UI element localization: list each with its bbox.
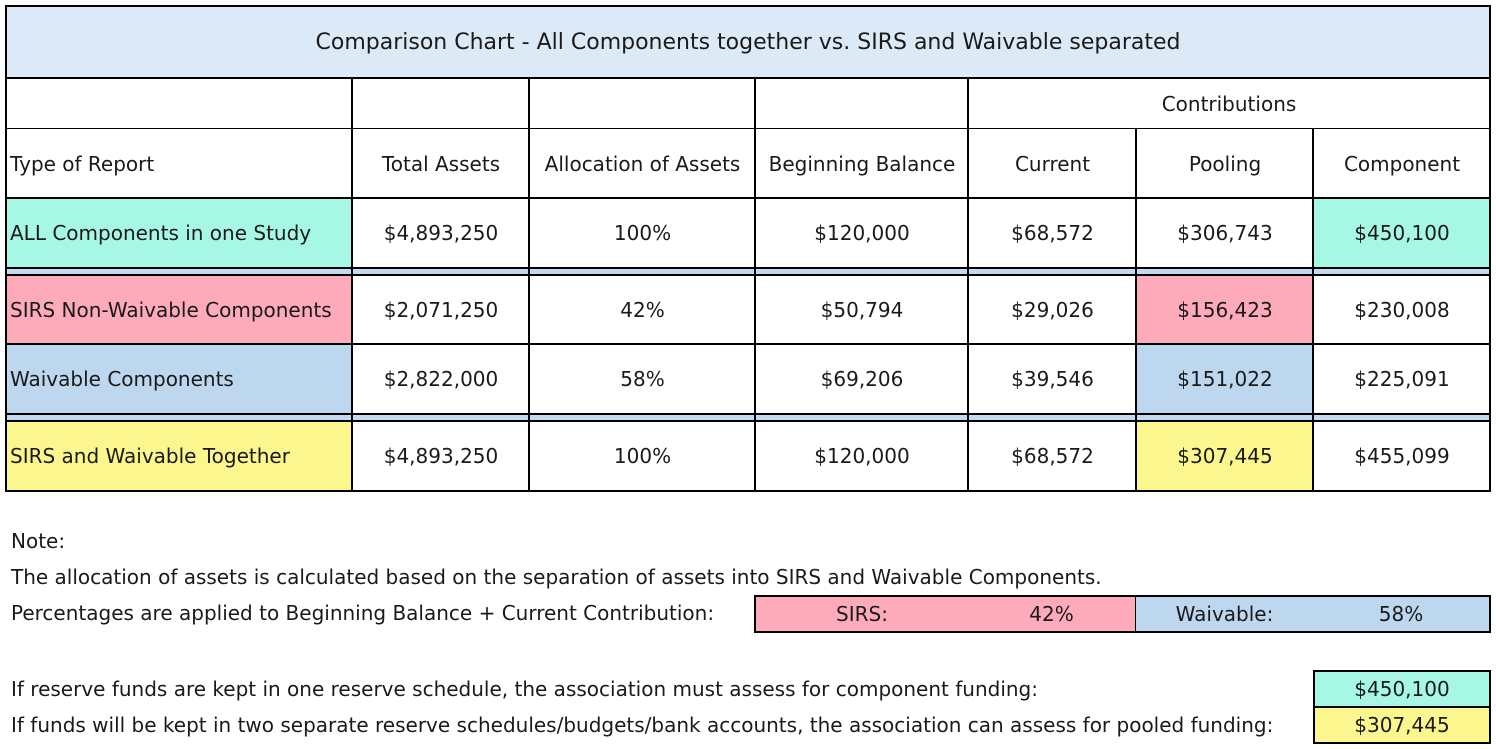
grid-line (1312, 128, 1314, 492)
row-all-type: ALL Components in one Study (6, 199, 352, 267)
row-together-total: $4,893,250 (383, 444, 499, 468)
grid-line (754, 77, 756, 492)
sirs-pct-box: 42% (968, 595, 1137, 633)
row-sirs-alloc: 42% (620, 298, 665, 322)
row-sirs-type: SIRS Non-Waivable Components (6, 276, 352, 344)
note-percentages-text: Percentages are applied to Beginning Balance + Current Contribution: (11, 601, 715, 625)
grid-line (5, 420, 1491, 422)
row-sirs-begin: $50,794 (820, 298, 904, 322)
grid-line (5, 197, 1491, 199)
waivable-pct-box: 58% (1313, 595, 1491, 633)
grid-line (5, 267, 1491, 269)
grid-line (351, 77, 353, 492)
header-allocation-of-assets: Allocation of Assets (544, 152, 741, 176)
row-waivable-begin: $69,206 (820, 367, 904, 391)
grid-line (967, 77, 969, 492)
grid-line (967, 128, 1491, 129)
row-all-alloc: 100% (613, 221, 672, 245)
note-allocation-text: The allocation of assets is calculated based on the separation of assets into SIRS and Waivable Components. (11, 565, 1102, 589)
row-waivable-pooling: $151,022 (1137, 345, 1313, 413)
header-pooling: Pooling (1188, 152, 1262, 176)
row-all-total: $4,893,250 (383, 221, 499, 245)
row-sirs-total: $2,071,250 (383, 298, 499, 322)
row-waivable-total: $2,822,000 (383, 367, 499, 391)
row-waivable-component: $225,091 (1354, 367, 1450, 391)
grid-line (528, 77, 530, 492)
header-current: Current (1014, 152, 1091, 176)
waivable-label-box: Waivable: (1136, 595, 1314, 633)
row-waivable-type: Waivable Components (6, 345, 352, 413)
chart-title: Comparison Chart - All Components together vs. SIRS and Waivable separated (6, 6, 1490, 78)
grid-line (5, 413, 1491, 415)
row-sirs-pooling: $156,423 (1137, 276, 1313, 344)
row-waivable-current: $39,546 (1011, 367, 1094, 391)
row-together-begin: $120,000 (814, 444, 910, 468)
header-total-assets: Total Assets (381, 152, 501, 176)
grid-line (5, 128, 967, 129)
row-sirs-current: $29,026 (1011, 298, 1094, 322)
row-together-pooling: $307,445 (1137, 422, 1313, 490)
grid-line (5, 274, 1491, 276)
pooled-funding-value-box: $307,445 (1313, 706, 1491, 744)
header-beginning-balance: Beginning Balance (768, 152, 956, 176)
note-component-funding-text: If reserve funds are kept in one reserve schedule, the association must assess for component funding: (11, 677, 1038, 701)
row-all-begin: $120,000 (814, 221, 910, 245)
row-together-current: $68,572 (1011, 444, 1094, 468)
row-together-component: $455,099 (1354, 444, 1450, 468)
row-sirs-component: $230,008 (1354, 298, 1450, 322)
note-label: Note: (11, 529, 66, 553)
component-funding-value-box: $450,100 (1313, 670, 1491, 707)
row-waivable-alloc: 58% (620, 367, 665, 391)
row-all-current: $68,572 (1011, 221, 1094, 245)
header-component: Component (1343, 152, 1461, 176)
row-together-alloc: 100% (613, 444, 672, 468)
row-all-pooling: $306,743 (1177, 221, 1273, 245)
row-together-type: SIRS and Waivable Together (6, 422, 352, 490)
header-type-of-report: Type of Report (10, 152, 155, 176)
row-all-component: $450,100 (1314, 199, 1490, 267)
grid-line (5, 343, 1491, 345)
grid-line (1135, 128, 1137, 492)
grid-line (5, 77, 1491, 79)
sirs-label-box: SIRS: (754, 595, 969, 633)
note-pooled-funding-text: If funds will be kept in two separate reserve schedules/budgets/bank accounts, the association can assess for pooled funding: (11, 713, 1274, 737)
contributions-group-header: Contributions (1161, 92, 1297, 116)
